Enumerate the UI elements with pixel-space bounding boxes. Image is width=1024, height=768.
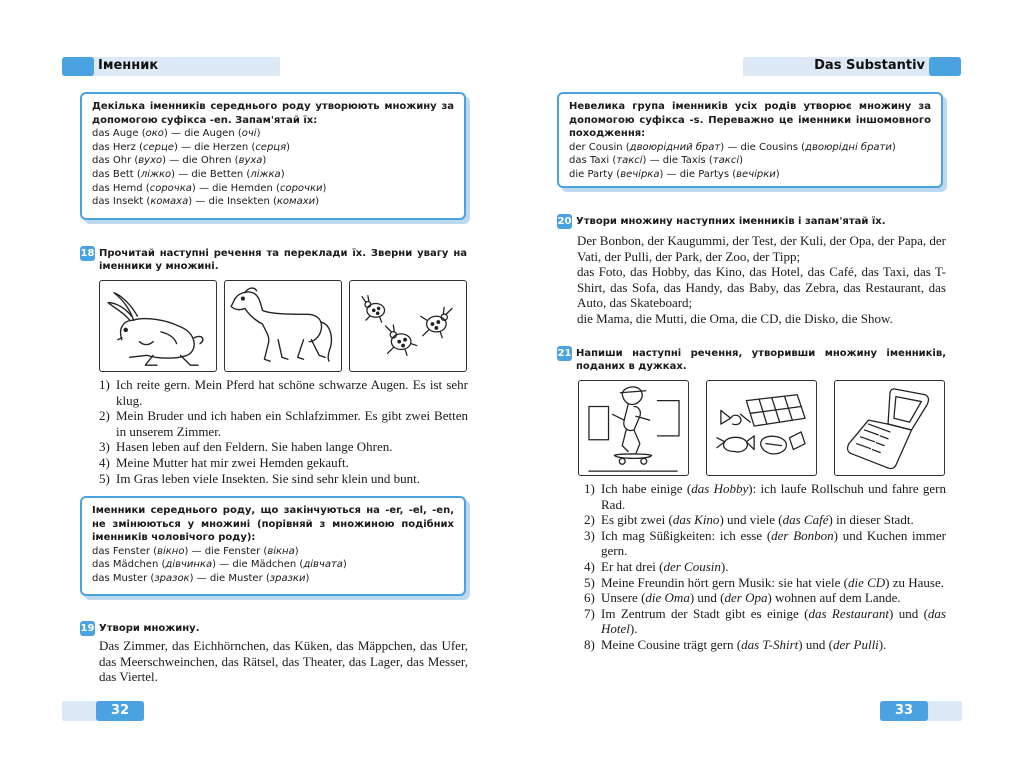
rabbit-icon <box>100 281 216 371</box>
plural-translation: таксі <box>712 155 740 167</box>
plural-translation: двоюрідні брати <box>805 141 892 153</box>
left-page-number-bar <box>62 701 144 721</box>
noun-in-brackets: der Cousin <box>663 558 721 574</box>
example-line: das Ohr (вухо) — die Ohren (вуха) <box>92 155 267 167</box>
singular-form: das Auge <box>92 128 139 140</box>
singular-translation: ліжко <box>140 168 172 180</box>
plural-translation: очі <box>241 128 257 140</box>
sentence-number: 4) <box>99 454 110 470</box>
sentence-item: 7) Im Zentrum der Stadt gibt es einige (das Restaurant) und (das Hotel). <box>584 605 946 637</box>
singular-form: das Mädchen <box>92 559 159 571</box>
singular-translation: сорочка <box>149 182 192 194</box>
sentence-text: Meine Mutter hat mir zwei Hemden gekauft. <box>116 454 349 470</box>
exercise-19-number: 19 <box>80 623 95 634</box>
singular-form: das Hemd <box>92 182 143 194</box>
example-line: das Fenster (вікно) — die Fenster (вікна) <box>92 545 299 557</box>
sentence-number: 6) <box>584 590 595 606</box>
exercise-20-instruction: Утвори множину наступних іменників і запам'ятай їх. <box>576 216 886 227</box>
rabbit-picture <box>99 280 217 372</box>
plural-translation: вуха <box>238 155 263 167</box>
sentence-item: 3) Ich mag Süßigkeiten: ich esse (der Bonbon) und Kuchen immer gern. <box>584 527 946 559</box>
left-page-title: Іменник <box>98 58 159 73</box>
sentence-number: 7) <box>584 605 595 621</box>
plural-form: die Herzen <box>194 141 249 153</box>
sentence-number: 2) <box>584 512 595 528</box>
sentence-item: 8) Meine Cousine trägt gern (das T-Shirt) und (der Pulli). <box>584 636 887 652</box>
plural-form: die Cousins <box>740 141 798 153</box>
example-line: das Taxi (таксі) — die Taxis (таксі) <box>569 155 744 167</box>
example-line: die Party (вечірка) — die Partys (вечірки) <box>569 168 780 180</box>
plural-form: die Mädchen <box>232 559 297 571</box>
sentence-item: 1) Ich habe einige (das Hobby): ich laufe Rollschuh und fahre gern Rad. <box>584 481 947 512</box>
noun-in-brackets: der Pulli <box>832 636 879 652</box>
sweets-picture <box>706 380 817 476</box>
sentence-text: Mein Bruder und ich haben ein Schlafzimmer. Es gibt zwei Betten in unserem Zimmer. <box>116 408 468 439</box>
sentence-number: 1) <box>584 481 595 496</box>
plural-translation: сорочки <box>279 182 323 194</box>
example-line: das Herz (серце) — die Herzen (серця) <box>92 141 291 153</box>
singular-translation: зразок <box>154 572 190 584</box>
exercise-20-text <box>577 233 946 326</box>
right-page-title: Das Substantiv <box>814 58 925 73</box>
sentence-number: 5) <box>99 470 110 486</box>
singular-translation: вечірка <box>620 168 660 180</box>
plural-s-rule-box <box>557 92 943 188</box>
example-line: das Insekt (комаха) — die Insekten (комахи) <box>92 196 320 208</box>
sentence-number: 8) <box>584 636 595 652</box>
exercise-19-words: Das Zimmer, das Eichhörnchen, das Küken, das Mäppchen, das Ufer, das Meerschweinchen, das Rätsel, das Theater, das Lager, das Messer, das Viertel. <box>99 638 468 684</box>
singular-translation: серце <box>143 141 174 153</box>
sentence-item <box>99 439 468 455</box>
singular-form: die Party <box>569 168 614 180</box>
sentence-item: 5) Meine Freundin hört gern Musik: sie hat viele (die CD) zu Hause. <box>584 574 944 590</box>
neuter-er-rule-box <box>80 496 466 596</box>
singular-form: das Muster <box>92 572 148 584</box>
neuter-er-examples <box>92 545 454 586</box>
sentence-number: 3) <box>99 439 110 455</box>
insects-picture <box>349 280 467 372</box>
example-line: das Mädchen (дівчинка) — die Mädchen (дівчата) <box>92 559 347 571</box>
plural-form: die Ohren <box>182 155 232 167</box>
exercise-21-sentences <box>584 481 946 653</box>
sentence-text: Ich reite gern. Mein Pferd hat schöne schwarze Augen. Es ist sehr klug. <box>116 377 468 408</box>
plural-form: die Taxis <box>662 155 706 167</box>
sentence-item <box>99 408 468 439</box>
noun-in-brackets: das Kino <box>672 512 720 528</box>
sentence-text: Hasen leben auf den Feldern. Sie haben lange Ohren. <box>116 439 393 455</box>
noun-in-brackets: das Café <box>782 512 829 528</box>
noun-in-brackets: die CD <box>847 574 886 590</box>
example-line: das Muster (зразок) — die Muster (зразки) <box>92 572 310 584</box>
plural-en-rule-text: Декілька іменників середнього роду утворюють множину за допомогою суфікса -en. Запам'ятай їх: <box>92 101 454 126</box>
sentence-item <box>99 471 468 487</box>
plural-form: die Partys <box>679 168 730 180</box>
singular-translation: вухо <box>138 155 163 167</box>
example-line: das Hemd (сорочка) — die Hemden (сорочки) <box>92 182 327 194</box>
noun-in-brackets: der Opa <box>724 590 768 606</box>
sentence-number: 2) <box>99 408 110 424</box>
singular-form: das Bett <box>92 168 134 180</box>
sentence-item <box>99 455 468 471</box>
left-page-number: 32 <box>96 701 144 721</box>
exercise-20-neuter: das Foto, das Hobby, das Kino, das Hotel, das Café, das Taxi, das T-Shirt, das Sofa, das Handy, das Baby, das Zebra, das Restaurant, das Auto, das Skateboard; <box>577 264 946 310</box>
plural-en-rule-box <box>80 92 466 220</box>
horse-picture <box>224 280 342 372</box>
plural-translation: ліжка <box>250 168 281 180</box>
exercise-18-sentences <box>99 377 468 486</box>
skateboarder-icon <box>579 381 688 475</box>
sentence-item <box>99 377 468 408</box>
singular-translation: вікно <box>157 545 185 557</box>
noun-in-brackets: die Oma <box>645 590 690 606</box>
example-line: der Cousin (двоюрідний брат) — die Cousins (двоюрідні брати) <box>569 141 896 153</box>
singular-form: das Ohr <box>92 155 132 167</box>
mobile-phone-icon <box>835 381 944 475</box>
plural-s-rule-text: Невелика група іменників усіх родів утворює множину за допомогою суфікса -s. Переважно це іменники іншомовного походження: <box>569 101 931 140</box>
plural-form: die Muster <box>209 572 263 584</box>
sentence-item: 2) Es gibt zwei (das Kino) und viele (das Café) in dieser Stadt. <box>584 512 914 528</box>
plural-s-examples <box>569 141 931 182</box>
right-page-number: 33 <box>880 701 928 721</box>
sentence-item: 4) Er hat drei (der Cousin). <box>584 558 729 574</box>
skateboarder-picture <box>578 380 689 476</box>
plural-translation: зразки <box>269 572 306 584</box>
exercise-21-number: 21 <box>557 348 572 359</box>
noun-in-brackets: das Restaurant <box>808 605 889 621</box>
phone-picture <box>834 380 945 476</box>
exercise-18-number: 18 <box>80 248 95 259</box>
noun-in-brackets: das Hobby <box>691 481 749 496</box>
sentence-number: 5) <box>584 574 595 590</box>
singular-translation: дівчинка <box>165 559 213 571</box>
noun-in-brackets: das T-Shirt <box>741 636 799 652</box>
right-page-header <box>743 57 961 76</box>
plural-form: die Fenster <box>204 545 261 557</box>
chocolate-icon <box>707 381 816 475</box>
neuter-er-rule-text: Іменники середнього роду, що закінчуються на -er, -el, -en, не змінюються у множині (порівняй з множиною подібних іменників чоловічого роду): <box>92 505 454 544</box>
exercise-20-feminine: die Mama, die Mutti, die Oma, die CD, die Disko, die Show. <box>577 310 893 326</box>
noun-in-brackets: der Bonbon <box>771 527 834 543</box>
sentence-number: 4) <box>584 558 595 574</box>
plural-form: die Betten <box>191 168 244 180</box>
plural-form: die Hemden <box>212 182 273 194</box>
plural-form: die Augen <box>184 128 235 140</box>
right-page-number-bar <box>880 701 962 721</box>
singular-form: der Cousin <box>569 141 623 153</box>
singular-form: das Fenster <box>92 545 150 557</box>
exercise-20-number: 20 <box>557 216 572 227</box>
plural-translation: вікна <box>267 545 295 557</box>
exercise-19-text <box>99 638 468 685</box>
exercise-19-instruction: Утвори множину. <box>99 623 200 634</box>
singular-form: das Herz <box>92 141 136 153</box>
plural-translation: комахи <box>276 196 316 208</box>
horse-icon <box>225 281 341 371</box>
singular-translation: двоюрідний брат <box>629 141 721 153</box>
plural-translation: серця <box>255 141 287 153</box>
sentence-text: Im Gras leben viele Insekten. Sie sind sehr klein und bunt. <box>116 470 420 486</box>
sentence-number: 3) <box>584 527 595 543</box>
singular-translation: око <box>145 128 164 140</box>
example-line: das Bett (ліжко) — die Betten (ліжка) <box>92 168 285 180</box>
plural-form: die Insekten <box>208 196 270 208</box>
plural-translation: дівчата <box>303 559 343 571</box>
ladybug-icon <box>350 281 466 371</box>
exercise-20-masculine: Der Bonbon, der Kaugummi, der Test, der Kuli, der Opa, der Papa, der Vati, der Pulli, der Park, der Zoo, der Tipp; <box>577 233 946 264</box>
singular-translation: комаха <box>150 196 189 208</box>
noun-in-brackets: das Hotel <box>601 605 946 637</box>
plural-translation: вечірки <box>736 168 776 180</box>
sentence-number: 1) <box>99 377 110 392</box>
singular-form: das Taxi <box>569 155 610 167</box>
plural-en-examples <box>92 127 454 209</box>
singular-translation: таксі <box>616 155 643 167</box>
exercise-18-instruction: Прочитай наступні речення та переклади їх. Зверни увагу на іменники у множині. <box>99 248 467 272</box>
sentence-item: 6) Unsere (die Oma) und (der Opa) wohnen auf dem Lande. <box>584 590 901 606</box>
singular-form: das Insekt <box>92 196 144 208</box>
left-page-header <box>62 57 280 76</box>
example-line: das Auge (око) — die Augen (очі) <box>92 128 261 140</box>
exercise-21-instruction: Напиши наступні речення, утворивши множину іменників, поданих в дужках. <box>576 348 946 372</box>
